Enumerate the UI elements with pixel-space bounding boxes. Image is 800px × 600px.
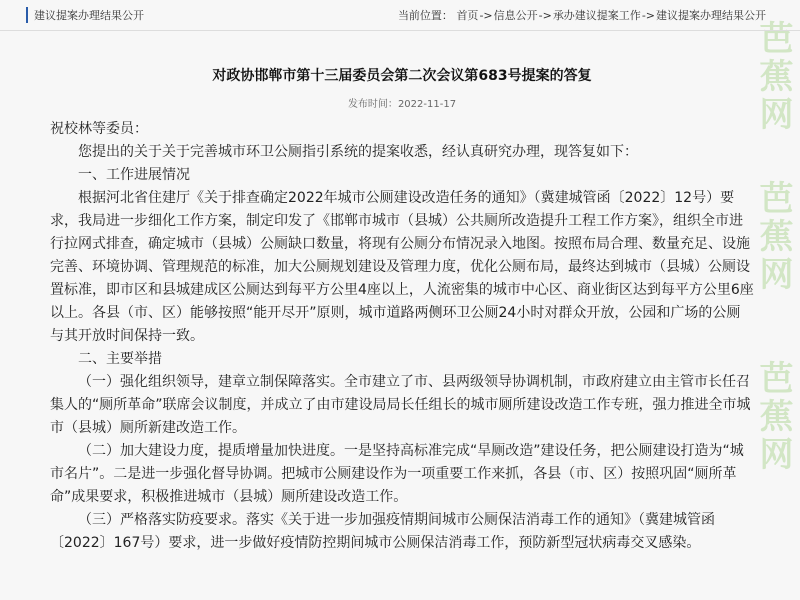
article-title: 对政协邯郸市第十三届委员会第二次会议第683号提案的答复: [212, 68, 592, 84]
section-title: 建议提案办理结果公开: [26, 7, 144, 23]
breadcrumb-home[interactable]: 首页: [456, 9, 479, 22]
breadcrumb-separator: ->: [479, 9, 493, 22]
location-label: 当前位置：: [397, 9, 453, 22]
publish-date: 2022-11-17: [397, 99, 457, 110]
publish-meta: [50, 95, 754, 110]
paragraph: （二）加大建设力度，提质增量加快进度。一是坚持高标准完成“旱厕改造”建设任务，把公厕建设打造为“城市名片”。二是进一步强化督导协调。把城市公厕建设作为一项重要工作来抓，各县（市、区）按照巩固“厕所革命”成果要求，积极推进城市（县城）厕所建设改造工作。: [50, 443, 744, 505]
article-body: [50, 118, 754, 555]
paragraph: 根据河北省住建厅《关于排查确定2022年城市公厕建设改造任务的通知》（冀建城管函〔2022〕12号）要求，我局进一步细化工作方案，制定印发了《邯郸市城市（县城）公共厕所改造提升工程工作方案》，组织全市进行拉网式排查，确定城市（县城）公厕缺口数量，将现有公厕分布情况录入地图。按照布局合理、数量充足、设施完善、环境协调、管理规范的标准，加大公厕规划建设及管理力度，优化公厕布局，最终达到城市（县城）公厕设置标准，即市区和县城建成区公厕达到每平方公里4座以上，人流密集的城市中心区、商业街区达到每平方公里6座以上。各县（市、区）能够按照“能开尽开”原则，城市道路两侧环卫公厕24小时对群众开放，公园和广场的公厕与其开放时间保持一致。: [50, 190, 754, 344]
watermark: 芭蕉网: [753, 360, 793, 474]
breadcrumb-separator: ->: [538, 9, 552, 22]
article: [0, 65, 800, 555]
watermark: 芭蕉网: [753, 20, 793, 134]
top-bar: [0, 0, 800, 31]
breadcrumb-proposal-work[interactable]: 承办建议提案工作: [552, 9, 641, 22]
watermark: 芭蕉网: [753, 180, 793, 294]
breadcrumb-info-public[interactable]: 信息公开: [493, 9, 538, 22]
paragraph: 您提出的关于关于完善城市环卫公厕指引系统的提案收悉，经认真研究办理，现答复如下：: [78, 144, 638, 160]
publish-label: 发布时间：: [347, 99, 398, 110]
section-heading: 一、工作进展情况: [78, 167, 190, 183]
breadcrumb-separator: ->: [641, 9, 655, 22]
breadcrumb: [398, 7, 766, 23]
breadcrumb-current[interactable]: 建议提案办理结果公开: [656, 9, 766, 22]
section-heading: 二、主要举措: [78, 351, 162, 367]
paragraph: （一）强化组织领导，建章立制保障落实。全市建立了市、县两级领导协调机制，市政府建立由主管市长任召集人的“厕所革命”联席会议制度，并成立了由市建设局局长任组长的城市厕所建设改造工作专班，强力推进全市城市（县城）厕所新建改造工作。: [50, 374, 751, 436]
paragraph: （三）严格落实防疫要求。落实《关于进一步加强疫情期间城市公厕保洁消毒工作的通知》（冀建城管函〔2022〕167号）要求，进一步做好疫情防控期间城市公厕保洁消毒工作，预防新型冠状病毒交叉感染。: [50, 512, 715, 551]
salutation: 祝校林等委员：: [50, 121, 148, 137]
